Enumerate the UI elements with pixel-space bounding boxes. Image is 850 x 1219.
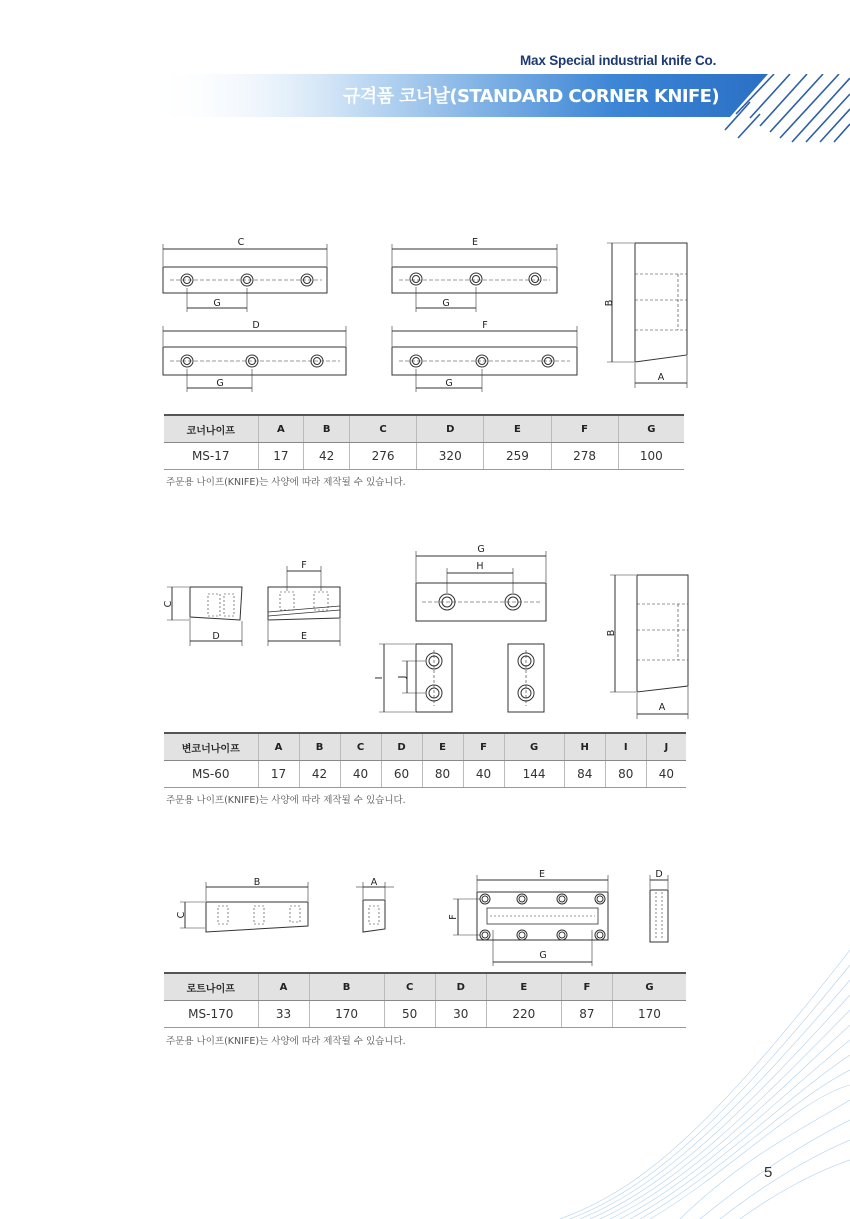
table-cell: 17 xyxy=(258,761,299,788)
dim-label: E xyxy=(538,869,546,880)
table-header-cell: G xyxy=(618,415,684,443)
table-header-cell: A xyxy=(258,415,304,443)
dim-label: G xyxy=(539,950,547,961)
dim-label: A xyxy=(658,702,666,713)
table-header-cell: G xyxy=(504,733,564,761)
table-cell: 100 xyxy=(618,443,684,470)
table-header-cell: J xyxy=(646,733,686,761)
table-cell: 80 xyxy=(605,761,646,788)
spec-table-side-corner-knife xyxy=(164,732,686,788)
table-header-cell: 변코너나이프 xyxy=(164,733,258,761)
table-cell: 17 xyxy=(258,443,304,470)
table-cell: 80 xyxy=(422,761,463,788)
dim-label: F xyxy=(448,914,459,920)
table-header-cell: C xyxy=(340,733,381,761)
table-header-cell: E xyxy=(486,973,561,1001)
table-cell: 60 xyxy=(381,761,422,788)
dim-label: G xyxy=(213,298,221,309)
section3-diagram xyxy=(150,862,710,967)
table-cell: 170 xyxy=(612,1001,686,1028)
table-row xyxy=(164,761,686,788)
table-cell: MS-17 xyxy=(164,443,258,470)
spec-table-corner-knife xyxy=(164,414,684,470)
table-cell: 278 xyxy=(551,443,618,470)
dim-label: D xyxy=(212,631,220,642)
table-cell: 259 xyxy=(484,443,551,470)
table-header-cell: F xyxy=(561,973,612,1001)
table-header-cell: B xyxy=(304,415,350,443)
section2-diagram xyxy=(150,540,710,725)
table-cell: 40 xyxy=(340,761,381,788)
spec-table-rot-knife xyxy=(164,972,686,1028)
dim-label: A xyxy=(370,877,378,888)
table-cell: 42 xyxy=(299,761,340,788)
dim-label: C xyxy=(176,911,187,919)
dim-label: F xyxy=(301,560,307,571)
table-header-cell: D xyxy=(417,415,484,443)
table-cell: 42 xyxy=(304,443,350,470)
order-note: 주문용 나이프(KNIFE)는 사양에 따라 제작될 수 있습니다. xyxy=(166,795,406,806)
table-header-cell: C xyxy=(350,415,417,443)
dim-label: B xyxy=(253,877,261,888)
dim-label: A xyxy=(657,372,665,383)
dim-label: B xyxy=(604,299,615,307)
table-cell: 40 xyxy=(463,761,504,788)
table-cell: 33 xyxy=(258,1001,309,1028)
table-header-cell: C xyxy=(384,973,435,1001)
table-header-cell: D xyxy=(381,733,422,761)
table-cell: 144 xyxy=(504,761,564,788)
table-header-cell: D xyxy=(435,973,486,1001)
table-header-cell: A xyxy=(258,733,299,761)
table-cell: 320 xyxy=(417,443,484,470)
table-row xyxy=(164,1001,686,1028)
company-name: Max Special industrial knife Co. xyxy=(520,53,717,68)
dim-label: G xyxy=(442,298,450,309)
table-header-cell: F xyxy=(551,415,618,443)
dim-label: D xyxy=(655,869,663,880)
table-cell: 87 xyxy=(561,1001,612,1028)
table-cell: 50 xyxy=(384,1001,435,1028)
table-header-cell: 코너나이프 xyxy=(164,415,258,443)
dim-label: H xyxy=(476,561,484,572)
dim-label: C xyxy=(163,600,174,608)
table-cell: 84 xyxy=(564,761,605,788)
table-header-row xyxy=(164,415,684,443)
dim-label: G xyxy=(477,544,485,555)
dim-label: D xyxy=(252,320,260,331)
table-header-cell: G xyxy=(612,973,686,1001)
dim-label: J xyxy=(397,675,408,679)
table-header-cell: F xyxy=(463,733,504,761)
section1-diagram xyxy=(150,230,710,405)
table-row xyxy=(164,443,684,470)
order-note: 주문용 나이프(KNIFE)는 사양에 따라 제작될 수 있습니다. xyxy=(166,1036,406,1047)
table-cell: 30 xyxy=(435,1001,486,1028)
table-cell: MS-60 xyxy=(164,761,258,788)
page-title: 규격품 코너날(STANDARD CORNER KNIFE) xyxy=(343,86,719,107)
dim-label: I xyxy=(374,676,385,680)
table-header-cell: I xyxy=(605,733,646,761)
table-cell: 40 xyxy=(646,761,686,788)
table-header-cell: B xyxy=(299,733,340,761)
table-cell: MS-170 xyxy=(164,1001,258,1028)
dim-label: F xyxy=(482,320,488,331)
table-header-cell: A xyxy=(258,973,309,1001)
page-number: 5 xyxy=(764,1164,773,1181)
table-cell: 276 xyxy=(350,443,417,470)
table-header-cell: E xyxy=(422,733,463,761)
table-cell: 220 xyxy=(486,1001,561,1028)
table-header-cell: E xyxy=(484,415,551,443)
dim-label: E xyxy=(300,631,308,642)
table-header-row xyxy=(164,733,686,761)
table-cell: 170 xyxy=(309,1001,384,1028)
table-header-cell: H xyxy=(564,733,605,761)
table-header-cell: 로트나이프 xyxy=(164,973,258,1001)
dim-label: B xyxy=(606,629,617,637)
order-note: 주문용 나이프(KNIFE)는 사양에 따라 제작될 수 있습니다. xyxy=(166,477,406,488)
dim-label: G xyxy=(445,378,453,389)
dim-label: E xyxy=(471,237,479,248)
dim-label: G xyxy=(216,378,224,389)
table-header-row xyxy=(164,973,686,1001)
dim-label: C xyxy=(237,237,245,248)
table-header-cell: B xyxy=(309,973,384,1001)
